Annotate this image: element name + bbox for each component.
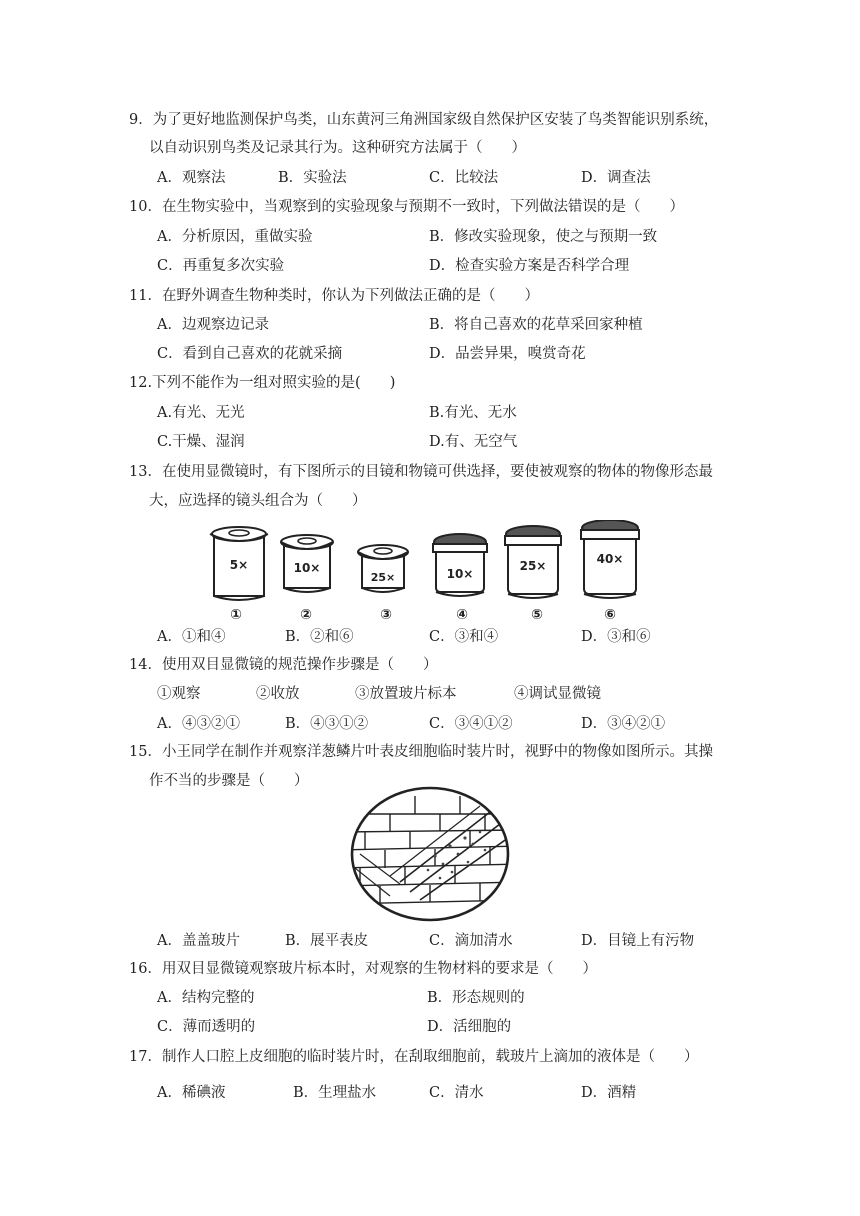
- q9-stem-line1: 9．为了更好地监测保护鸟类，山东黄河三角洲国家级自然保护区安装了鸟类智能识别系统，: [129, 112, 719, 128]
- lens-6: [581, 520, 639, 622]
- q10-option-d: D．检查实验方案是否科学合理: [429, 258, 630, 274]
- q17-option-c: C．清水: [429, 1085, 484, 1101]
- lens-1: [210, 527, 268, 622]
- q13-option-d: D．③和⑥: [581, 629, 651, 645]
- q9-option-d: D．调查法: [581, 170, 651, 186]
- q14-step-2: ②收放: [256, 686, 300, 702]
- q11-option-b: B．将自己喜欢的花草采回家种植: [429, 317, 643, 333]
- q12-stem: 12.下列不能作为一组对照实验的是( ): [129, 375, 396, 391]
- lens-4-number: ④: [456, 607, 468, 622]
- q17-option-b: B．生理盐水: [293, 1085, 377, 1101]
- q11-stem: 11．在野外调查生物种类时，你认为下列做法正确的是（ ）: [129, 288, 539, 304]
- q9-stem-line2: 以自动识别鸟类及记录其行为。这种研究方法属于（ ）: [149, 140, 526, 156]
- q13-stem-line1: 13．在使用显微镜时，有下图所示的目镜和物镜可供选择，要使被观察的物体的物像形态最: [129, 464, 713, 480]
- lens-1-mark: 5×: [229, 558, 249, 572]
- q9-option-c: C．比较法: [429, 170, 499, 186]
- lens-2-mark: 10×: [293, 561, 321, 575]
- q11-option-d: D．品尝异果，嗅赏奇花: [429, 346, 586, 362]
- q10-option-a: A．分析原因，重做实验: [157, 229, 313, 245]
- q13-option-a: A．①和④: [157, 629, 226, 645]
- q16-option-a: A．结构完整的: [157, 990, 255, 1006]
- lens-5: [505, 526, 561, 622]
- q15-option-c: C．滴加清水: [429, 933, 513, 949]
- q14-option-a: A．④③②①: [157, 716, 240, 732]
- q12-option-c: C.干燥、湿润: [157, 434, 245, 450]
- q15-option-a: A．盖盖玻片: [157, 933, 240, 949]
- lens-5-mark: 25×: [519, 559, 547, 573]
- q11-option-a: A．边观察边记录: [157, 317, 269, 333]
- q14-step-1: ①观察: [157, 686, 201, 702]
- q15-option-d: D．目镜上有污物: [581, 933, 695, 949]
- q17-stem: 17．制作人口腔上皮细胞的临时装片时，在刮取细胞前，载玻片上滴加的液体是（ ）: [129, 1049, 699, 1065]
- q13-option-c: C．③和④: [429, 629, 499, 645]
- q13-option-b: B．②和⑥: [285, 629, 354, 645]
- q9-option-b: B．实验法: [278, 170, 347, 186]
- lens-3-mark: 25×: [370, 571, 396, 584]
- q14-option-d: D．③④②①: [581, 716, 666, 732]
- lens-5-number: ⑤: [531, 607, 543, 622]
- q12-option-d: D.有、无空气: [429, 434, 518, 450]
- lens-3-number: ③: [380, 607, 392, 622]
- q16-option-c: C．薄而透明的: [157, 1019, 256, 1035]
- q14-stem: 14．使用双目显微镜的规范操作步骤是（ ）: [129, 657, 438, 673]
- q14-step-4: ④调试显微镜: [514, 686, 601, 702]
- q17-option-a: A．稀碘液: [157, 1085, 226, 1101]
- q14-option-c: C．③④①②: [429, 716, 513, 732]
- q15-stem-line2: 作不当的步骤是（ ）: [149, 773, 309, 789]
- lens-4-mark: 10×: [446, 567, 474, 581]
- lens-3: [358, 545, 408, 622]
- field-of-view-figure: [340, 784, 520, 922]
- lens-figure: [200, 520, 660, 622]
- q14-option-b: B．④③①②: [285, 716, 369, 732]
- lens-1-number: ①: [230, 607, 242, 622]
- q16-option-b: B．形态规则的: [427, 990, 525, 1006]
- lens-6-number: ⑥: [604, 607, 616, 622]
- q15-option-b: B．展平表皮: [285, 933, 369, 949]
- q13-stem-line2: 大，应选择的镜头组合为（ ）: [149, 493, 367, 509]
- q10-option-b: B．修改实验现象，使之与预期一致: [429, 229, 658, 245]
- lens-2: [281, 535, 333, 622]
- q10-option-c: C．再重复多次实验: [157, 258, 285, 274]
- q10-stem: 10．在生物实验中，当观察到的实验现象与预期不一致时，下列做法错误的是（ ）: [129, 199, 684, 215]
- q16-stem: 16．用双目显微镜观察玻片标本时，对观察的生物材料的要求是（ ）: [129, 961, 597, 977]
- q12-option-a: A.有光、无光: [157, 405, 245, 421]
- lens-4: [433, 534, 487, 622]
- q15-stem-line1: 15．小王同学在制作并观察洋葱鳞片叶表皮细胞临时装片时，视野中的物像如图所示。其操: [129, 744, 713, 760]
- q14-step-3: ③放置玻片标本: [355, 686, 457, 702]
- q16-option-d: D．活细胞的: [427, 1019, 512, 1035]
- q11-option-c: C．看到自己喜欢的花就采摘: [157, 346, 343, 362]
- lens-6-mark: 40×: [596, 552, 624, 566]
- q12-option-b: B.有光、无水: [429, 405, 517, 421]
- q9-option-a: A．观察法: [157, 170, 226, 186]
- lens-2-number: ②: [300, 607, 312, 622]
- q17-option-d: D．酒精: [581, 1085, 637, 1101]
